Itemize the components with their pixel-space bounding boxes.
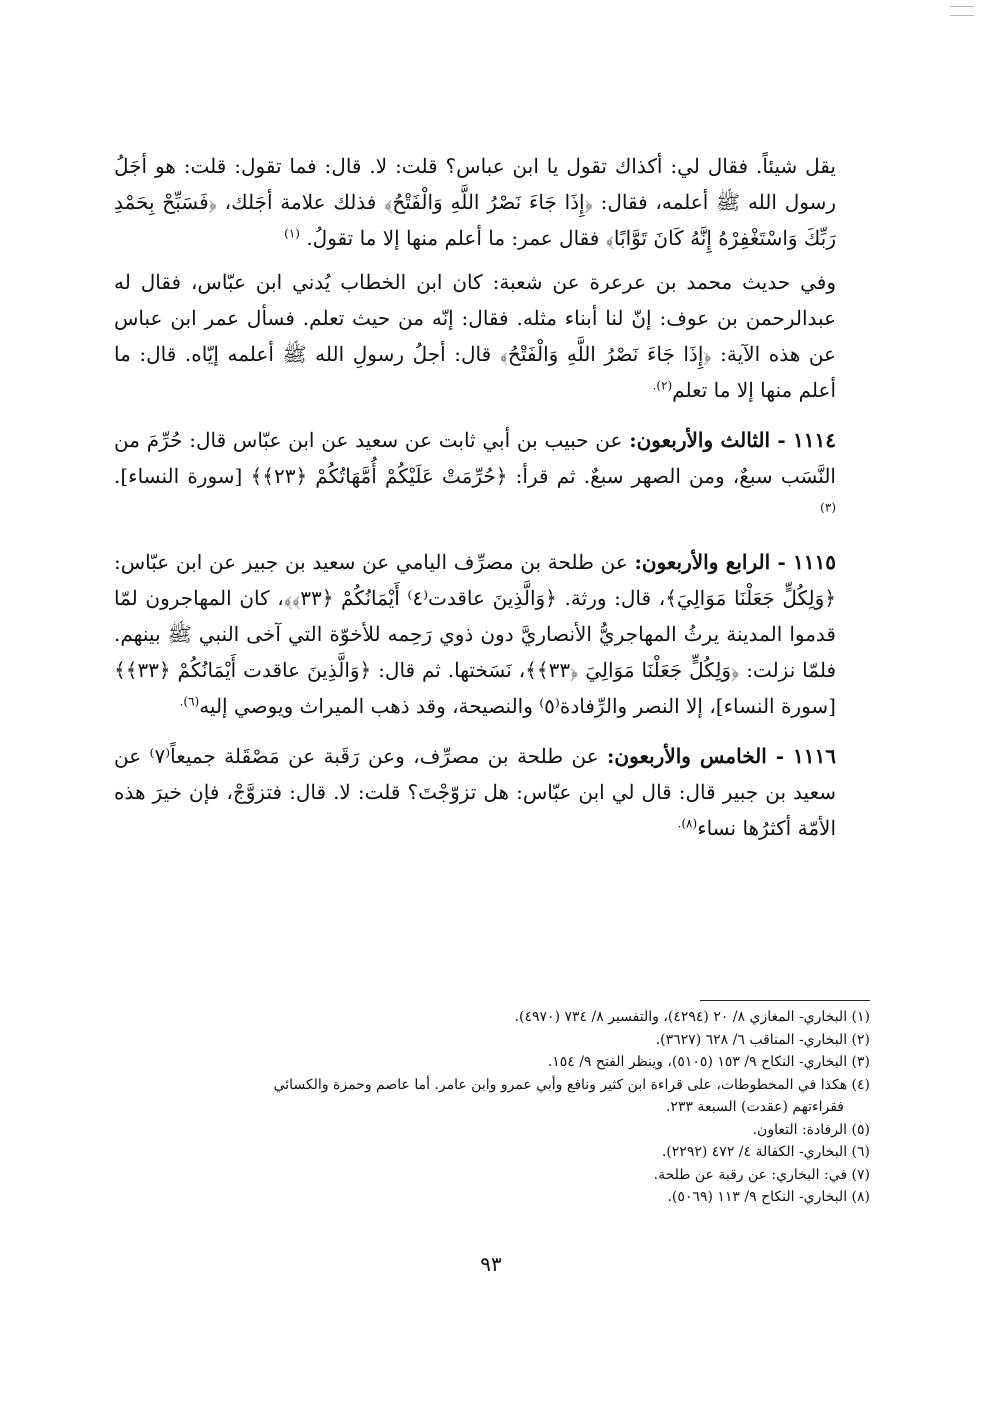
- paragraph-1: [114, 148, 836, 256]
- footnote-ref: (٨).: [677, 816, 698, 831]
- footnote-divider: [700, 1000, 870, 1001]
- footnote-1: (١) البخاري- المغازي ٨/ ٢٠ (٤٢٩٤)، والتفسير ٨/ ٧٣٤ (٤٩٧٠).: [514, 1009, 870, 1025]
- footnote-5: (٥) الرفادة: التعاون.: [752, 1121, 870, 1138]
- paragraph-1116: [114, 732, 836, 846]
- footnote-8: (٨) البخاري- النكاح ٩/ ١١٣ (٥٠٦٩).: [667, 1189, 870, 1205]
- footnote-4: (٤) هكذا في المخطوطات، على قراءة ابن كثير ونافع وأبي عمرو وابن عامر. أما عاصم وحمزة والكسائي: [273, 1076, 870, 1093]
- corner-mark: [950, 6, 974, 16]
- paragraph-1114: [114, 416, 836, 530]
- footnote-4-continued: فقراءتهم (عقدت) السبعة ٢٣٣.: [665, 1099, 844, 1115]
- footnote-7: (٧) في: البخاري: عن رقبة عن طلحة.: [653, 1166, 870, 1183]
- hadith-heading: ١١١٤ - الثالث والأربعون:: [629, 428, 836, 452]
- hadith-heading: ١١١٦ - الخامس والأربعون:: [607, 744, 837, 768]
- footnote-ref: (٣): [820, 500, 836, 515]
- paragraph-text: يقل شيئاً. فقال لي: أكذاك تقول يا ابن عباس؟ قلت: لا. قال: فما تقول: قلت: هو أجَلُ رسول الله ﷺ أعلمه، فقال: ﴿إِذَا جَاءَ نَصْرُ اللَّهِ وَالْفَتْحُ﴾ فذلك علامة أجَلك، ﴿فَسَبِّحْ بِحَمْدِ رَبِّكَ وَاسْتَغْفِرْهُ إِنَّهُ كَانَ تَوَّابًا﴾ فقال عمر: ما أعلم منها إلا ما تقولُ.: [114, 154, 836, 250]
- footnote-2: (٢) البخاري- المناقب ٦/ ٦٢٨ (٣٦٢٧).: [655, 1031, 870, 1048]
- main-text: [114, 148, 836, 854]
- page-number: ٩٣: [480, 1252, 502, 1276]
- footnote-3: (٣) البخاري- النكاح ٩/ ١٥٣ (٥١٠٥)، وينظر الفتح ٩/ ١٥٤.: [547, 1054, 870, 1070]
- hadith-heading: ١١١٥ - الرابع والأربعون:: [634, 550, 837, 574]
- paragraph-1115: [114, 538, 836, 724]
- paragraph-text: عن طلحة بن مصرِّف، وعن رَقَبة عن مَصْقَلة جميعاً⁽٧⁾ عن سعيد بن جبير قال: قال لي ابن عبّاس: هل تزوّجْتَ؟ قلت: لا. قال: فتزوَّجْ، فإن خيرَ هذه الأمّة أكثرُها نساء: [114, 744, 836, 840]
- paragraph-2: [114, 264, 836, 408]
- footnote-ref: (١): [284, 226, 300, 241]
- paragraph-text: عن طلحة بن مصرِّف اليامي عن سعيد بن جبير عن ابن عبّاس: ﴿وَلِكُلٍّ جَعَلْنَا مَوَالِيَ﴾، قال: ورثة. ﴿وَالَّذِينَ عاقدت⁽٤⁾ أَيْمَانُكُمْ ﴿٣٣﴾﴾، كان المهاجرون لمّا قدموا المدينة يرثُ المهاجريُّ الأنصاريَّ دون ذوي رَحِمه للأخوّة التي آخى النبي ﷺ بينهم. فلمّا نزلت: ﴿وَلِكُلٍّ جَعَلْنَا مَوَالِيَ ﴿٣٣﴾﴾، نَسَختها. ثم قال: ﴿وَالَّذِينَ عاقدت أَيْمَانُكُمْ ﴿٣٣﴾﴾ [سورة النساء]، إلا النصر والرِّفادة⁽٥⁾ والنصيحة، وقد ذهب الميراث ويوصي إليه: [114, 550, 837, 718]
- paragraph-text: وفي حديث محمد بن عرعرة عن شعبة: كان ابن الخطاب يُدني ابن عبّاس، فقال له عبدالرحمن بن عوف: إنّ لنا أبناء مثله. فقال: إنّه من حيث تعلم. فسأل عمر ابن عباس عن هذه الآية: ﴿إِذَا جَاءَ نَصْرُ اللَّهِ وَالْفَتْحُ﴾ قال: أجلُ رسولِ الله ﷺ أعلمه إيّاه. قال: ما أعلم منها إلا ما تعلم: [114, 270, 836, 402]
- footnote-ref: (٦).: [179, 694, 200, 709]
- footnote-6: (٦) البخاري- الكفالة ٤/ ٤٧٢ (٢٢٩٢).: [661, 1144, 870, 1160]
- footnotes: [114, 1006, 870, 1209]
- paragraph-text: عن حبيب بن أبي ثابت عن سعيد عن ابن عبّاس قال: حُرِّمَ من النَّسَب سبعٌ، ومن الصهر سبعٌ. ثم قرأ: ﴿حُرِّمَتْ عَلَيْكُمْ أُمَّهَاتُكُمْ ﴿٢٣﴾﴾ [سورة النساء].: [114, 428, 836, 488]
- footnote-ref: (٢).: [652, 378, 673, 393]
